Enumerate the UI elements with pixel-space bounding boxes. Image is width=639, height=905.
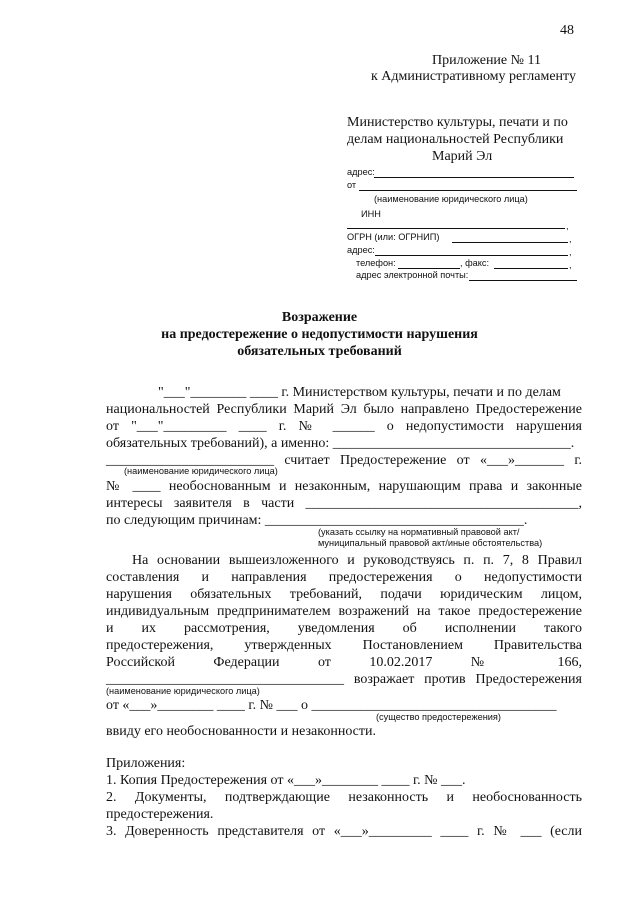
ogrn-label: ОГРН (или: ОГРНИП) [347,232,440,242]
from-blank [359,190,577,191]
phone-label: телефон: [356,258,396,268]
paragraph-2-caption-2a: (указать ссылку на нормативный правовой акт/ [318,527,520,537]
paragraph-2-line-3: интересы заявителя в части _______________________________________, [106,496,582,511]
paragraph-3-line-9: от «___»________ ____ г. № ___ о ___________________________________ [106,698,557,713]
attachment-item-2-cont: предостережения. [106,807,214,822]
addressee-line-2: делам национальностей Республики [347,132,564,147]
email-blank [469,280,577,281]
address-blank [374,177,574,178]
attachment-item-3: 3. Доверенность представителя от «___»_________ ____ г. № ___ (если [106,824,582,839]
address-label: адрес: [347,167,375,177]
paragraph-2-line-1: ________________________ считает Предостережение от «___»_______ г. [106,453,582,468]
page-number: 48 [560,23,574,38]
paragraph-1-line-3: от "___"_________ ____ г. № ______ о недопустимости нарушения [106,419,582,434]
email-label: адрес электронной почты: [356,270,469,280]
phone-blank [398,268,460,269]
appendix-number: Приложение № 11 [432,53,541,68]
address2-label: адрес: [347,245,375,255]
paragraph-3-caption: (наименование юридического лица) [106,686,260,696]
addressee-line-3: Марий Эл [432,149,493,164]
paragraph-2-line-4: по следующим причинам: _____________________________________. [106,513,528,528]
attachments-heading: Приложения: [106,756,186,771]
attachment-item-2: 2. Документы, подтверждающие незаконность и необоснованность [106,790,582,805]
document-subtitle-2: обязательных требований [237,344,402,359]
paragraph-2-caption: (наименование юридического лица) [124,466,278,476]
addressee-line-1: Министерство культуры, печати и по [347,115,568,130]
paragraph-3-line-6: предостережения, утвержденных Постановлением Правительства [106,638,582,653]
document-page: 48 Приложение № 11 к Административному регламенту Министерство культуры, печати и по делам национальностей Республики Марий Эл адрес: от (наименование юридического лица) ИНН , ОГРН (или: ОГРНИП) , адрес: , телефон: , факс: , адрес электронной почты: Возражение на предостережение о недопустимости нарушения обязательных требований "___"________ ____ г. Министерством культуры, печати и по делам национальностей Республики Марий Эл было направлено Предостережение от "___"_________ ____ г. № ______ о недопустимости нарушения обязательных требований), а именно: __________________________________. ________________________ считает Предостережение от «___»_______ г. (наименование юридического лица) № ____ необоснованным и незаконным, нарушающим права и законные интересы заявителя в части _______________________________________, по следующим причинам: _____________________________________. (указать ссылку на нормативный правовой акт/ муниципальный правовой акт/иные обстоятельства) На основании вышеизложенного и руководствуясь п. п. 7, 8 Правил составления и направления предостережения о недопустимости нарушения обязательных требований, подачи юридическим лицом, индивидуальным предпринимателем возражений на такое предостережение и их рассмотрения, уведомления об исполнении такого предостережения, утвержденных Постановлением Правительства Российской Федерации от 10.02.2017 № 166, __________________________________ возражает против Предостережения (наименование юридического лица) от «___»________ ____ г. № ___ о ___________________________________ (существо предостережения) ввиду его необоснованности и незаконности. Приложения: 1. Копия Предостережения от «___»________ ____ г. № ___. 2. Документы, подтверждающие незаконность и необоснованность предостережения. 3. Доверенность представителя от «___»_________ ____ г. № ___ (если [0,0,639,905]
paragraph-3-line-4: индивидуальным предпринимателем возражений на такое предостережение [106,604,582,619]
attachment-item-1: 1. Копия Предостережения от «___»________ ____ г. № ___. [106,773,466,788]
from-label: от [347,180,357,190]
address2-blank [375,255,568,256]
legal-name-caption: (наименование юридического лица) [374,194,528,204]
inn-blank [347,228,565,229]
paragraph-2-caption-2b: муниципальный правовой акт/иные обстоятельства) [318,538,543,548]
paragraph-3-line-2: составления и направления предостережения о недопустимости [106,570,582,585]
paragraph-3-line-1: На основании вышеизложенного и руководствуясь п. п. 7, 8 Правил [132,553,582,568]
paragraph-3-line-10: ввиду его необоснованности и незаконности. [106,724,376,739]
document-subtitle-1: на предостережение о недопустимости нарушения [161,327,478,342]
paragraph-1-line-4: обязательных требований), а именно: __________________________________. [106,436,575,451]
paragraph-1-line-2: национальностей Республики Марий Эл было направлено Предостережение [106,402,582,417]
appendix-regulation: к Административному регламенту [371,69,576,84]
document-title: Возражение [281,310,358,325]
paragraph-1-line-1: "___"________ ____ г. Министерством культуры, печати и по делам [158,385,561,400]
fax-label: , факс: [460,258,490,268]
paragraph-2-line-2: № ____ необоснованным и незаконным, нарушающим права и законные [106,479,582,494]
ogrn-blank [452,242,568,243]
inn-label: ИНН [361,209,381,219]
paragraph-3-line-3: нарушения обязательных требований, подачи юридическим лицом, [106,587,582,602]
paragraph-3-line-7: Российской Федерации от 10.02.2017 № 166, [106,655,582,670]
paragraph-3-line-5: и их рассмотрения, уведомления об исполнении такого [106,621,582,636]
paragraph-3-line-8: __________________________________ возражает против Предостережения [106,672,582,687]
paragraph-3-caption-2: (существо предостережения) [376,712,501,722]
fax-blank [494,268,568,269]
